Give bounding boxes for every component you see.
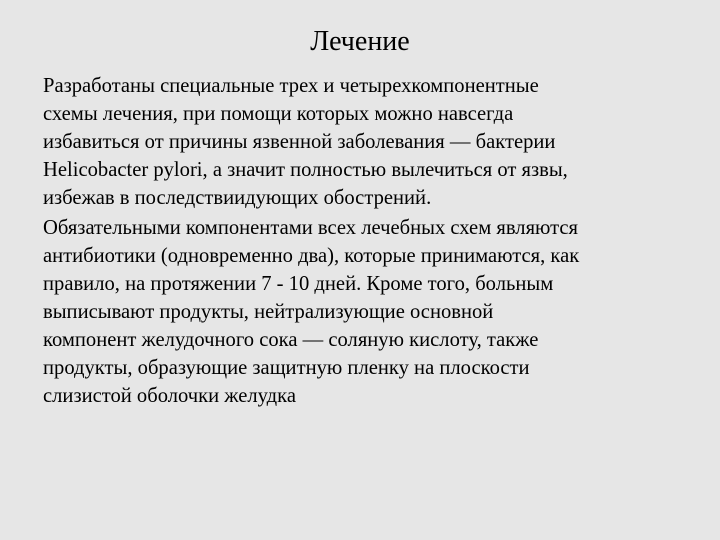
text-line: схемы лечения, при помощи которых можно навсегда	[43, 103, 514, 125]
text-line: выписывают продукты, нейтрализующие основной	[43, 301, 494, 323]
text-line: Обязательными компонентами всех лечебных схем являются	[43, 217, 579, 239]
text-line: Разработаны специальные трех и четырехкомпонентные	[43, 75, 539, 97]
paragraph-mandatory-components	[43, 214, 693, 410]
text-line: Helicobacter pylori, а значит полностью вылечиться от язвы,	[43, 159, 568, 181]
slide-title	[0, 24, 720, 60]
paragraph-treatment-schemes	[43, 72, 693, 212]
text-line: избежав в последствиидующих обострений.	[43, 187, 432, 209]
text-line: правило, на протяжении 7 - 10 дней. Кроме того, больным	[43, 273, 554, 295]
text-line: компонент желудочного сока — соляную кислоту, также	[43, 329, 539, 351]
slide-title-text: Лечение	[310, 26, 410, 57]
text-line: слизистой оболочки желудка	[43, 385, 296, 407]
text-line: избавиться от причины язвенной заболевания — бактерии	[43, 131, 556, 153]
text-line: антибиотики (одновременно два), которые принимаются, как	[43, 245, 580, 267]
slide-body	[43, 72, 693, 412]
text-line: продукты, образующие защитную пленку на плоскости	[43, 357, 530, 379]
